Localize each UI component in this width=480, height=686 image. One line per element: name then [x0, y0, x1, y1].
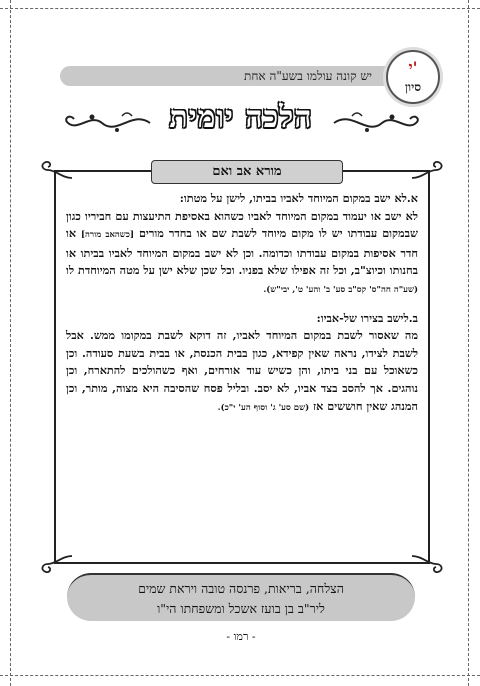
- page-number: - רמו -: [226, 630, 256, 643]
- paragraph-1-heading: א.לא ישב במקום המיוחד לאביו בביתו, לישן על מטתו:: [179, 191, 418, 205]
- paragraph-1-body-cont: או חדר אסיפות במקום עבודתו וכדומה. וכן לא ישב במקום המיוחד לאביו בביתו או בחנותו וכיוצ"ב, וכל זה אפילו שלא בפניו. וכל שכן שלא ישן על מטה המיוחדת לו: [66, 226, 418, 278]
- corner-ornament-bottom-left: [38, 552, 74, 576]
- document-page: [42, 38, 440, 658]
- right-flourish-ornament: [332, 108, 422, 138]
- halacha-text: [66, 190, 418, 427]
- daily-line: יש קונה עולמו בשע"ה אחת: [244, 69, 372, 83]
- page-title: הלכה יומית: [169, 100, 313, 135]
- dedication-line-1: הצלחה, בריאות, פרנסה טובה ויראת שמים: [138, 581, 344, 596]
- dedication-line-2: ליר"ב בן בועז אשכל ומשפחתו הי"ו: [157, 601, 325, 616]
- paragraph-1-body: לא ישב או יעמוד במקום המיוחד לאביו כשהוא באסיפת התיעצות עם חביריו כגון שבמקום עבודתו יש לו מקום מיוחד לשבת שם או בחדר מורים: [66, 208, 418, 241]
- section-heading: מורא אב ואם: [151, 160, 343, 184]
- paragraph-1: [66, 190, 418, 300]
- paragraph-2: [66, 310, 418, 418]
- cut-line-left: [10, 0, 11, 686]
- corner-ornament-top-left: [38, 158, 74, 182]
- paragraph-2-body: מה שאסור לשבת במקום המיוחד לאביו, זה דוקא לשבת במקומו ממש. אבל לשבת לצידו, נראה שאין קפידא, כגון בבית הכנסת, או בבית בשעת סעודה. וכן כשאוכל עם בני ביתו, והן כשיש עוד אורחים, ואף כשהולכים להתארח, וכן נוהגים. אך להסב בצד אביו, לא יסב. ובליל פסח שהסיבה היא מצוה, מותר, וכן המנהג שאין חוששים אז: [66, 328, 418, 413]
- paragraph-1-source: (שע"ה חה"ס' קס"ב סע' ב' והע' ט', יבי"ש).: [263, 284, 418, 295]
- dedication-banner: [67, 573, 415, 621]
- date-badge: [386, 50, 440, 104]
- corner-ornament-top-right: [410, 158, 446, 182]
- paragraph-2-source: (שם סע' ג' וסוף הע' י"כ).: [217, 402, 310, 413]
- paragraph-1-inline-note: [כשהאב מורה]: [81, 230, 134, 241]
- date-month: סיון: [404, 80, 422, 94]
- cut-line-bottom: [0, 675, 480, 676]
- corner-ornament-bottom-right: [410, 552, 446, 576]
- cut-line-right: [468, 0, 469, 686]
- date-day: י': [408, 58, 418, 77]
- paragraph-2-heading: ב.לישב בצירו של-אביו:: [316, 310, 418, 325]
- cut-line-top: [0, 8, 480, 9]
- content-frame: [54, 164, 430, 564]
